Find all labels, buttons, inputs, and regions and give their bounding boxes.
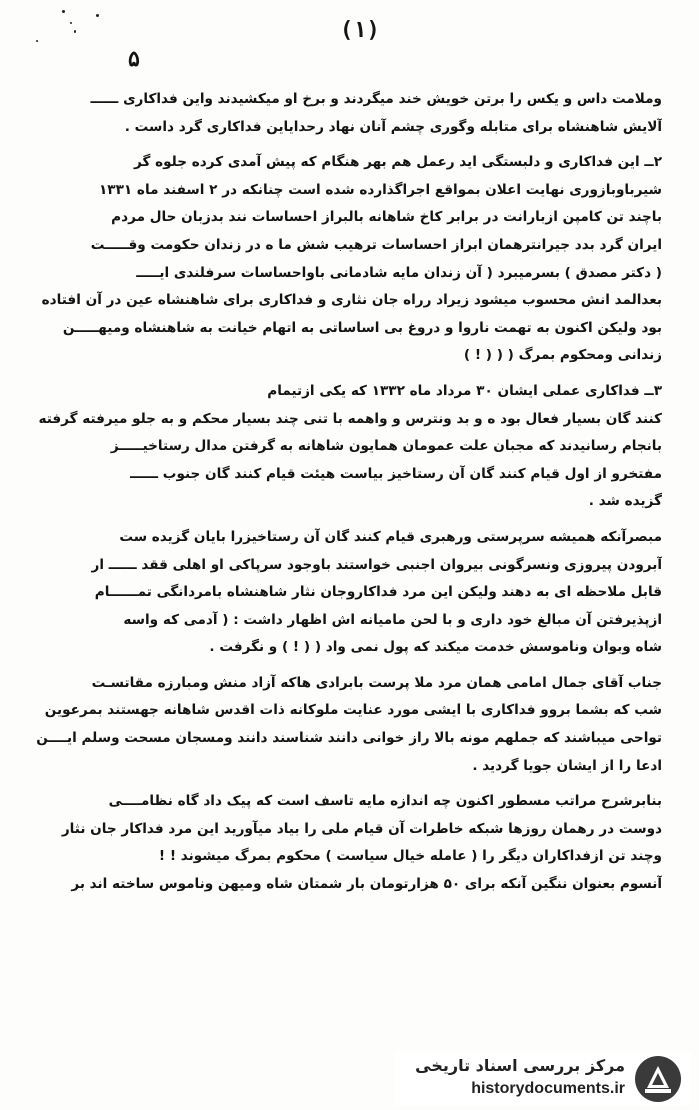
text-line: ازپذیرفتن آن مبالغ خود داری و با لحن مامیانه اش اظهار داشت : ( آدمی که واسه: [123, 611, 662, 628]
paragraph: [34, 524, 662, 662]
text-line: ادعا را از ایشان جویا گردید .: [472, 757, 662, 774]
paragraph: [34, 86, 662, 141]
text-line: ۲ــ این فداکاری و دلبستگی اید رعمل هم بهر هنگام که پیش آمدی کرده جلوه گر: [134, 154, 662, 171]
text-line: آنسوم بعنوان ننگین آنکه برای ۵۰ هزارتومان بار شمتان شاه ومیهن وناموس ساخته اند بر: [71, 876, 662, 893]
watermark-title: مرکز بررسی اسناد تاریخی: [415, 1056, 625, 1075]
ink-speck: [96, 14, 99, 17]
text-line: گزیده شد .: [588, 493, 662, 510]
corner-mark: ۵: [128, 46, 140, 72]
text-line: باچند تن کامپن ازبارانت در برابر کاخ شاهانه بالبراز احساسات نند بدزبان حال مردم: [111, 209, 662, 226]
text-line: وملامت داس و یکس را برتن خویش خند میگردند و برخ او میکشیدند واین فداکاری ــــــ: [90, 91, 662, 107]
paragraph: [34, 149, 662, 370]
text-line: دوست در رهمان روزها شبکه خاطرات آن قیام ملی را بیاد میآورید این مرد فداکار جان نثار: [61, 820, 662, 837]
text-line: بانجام رسانیدند که مجبان علت عمومان همایون شاهانه به گرفتن مدال رستاخیـــــز: [110, 438, 662, 455]
text-line: آلایش شاهنشاه برای متابله وگوری چشم آنان نهاد رحدایاین فداکاری گرد داست .: [124, 118, 662, 135]
ink-speck: [62, 10, 65, 13]
text-line: جناب آقای جمال امامی همان مرد ملا پرست بابرادی هاکه آزاد منش ومبارزه مقاتسـت: [91, 674, 662, 691]
archive-watermark: [395, 1052, 691, 1106]
text-line: قابل ملاحظه ای به دهند ولیکن این مرد فداکاروجان نثار شاهنشاه بامردانگی تمــــــام: [94, 584, 662, 601]
watermark-url: historydocuments.ir: [471, 1080, 625, 1097]
text-line: زندانی ومحکوم بمرگ ( ( ( ! ): [463, 347, 662, 364]
text-line: شیرباوبازوری نهایت اعلان بمواقع اجراگذارده شده است چنانکه در ۲ اسفند ماه ۱۳۳۱: [99, 181, 662, 198]
text-line: مفتخرو از اول قیام کنند گان آن رستاخیز بیاست هیئت قیام کنند گان جنوب ــــــ: [130, 465, 662, 482]
text-line: کنند گان بسیار فعال بود ه و بد ونترس و واهمه با تنی چند بسیار محکم و به جلو میرفته گرفته: [38, 410, 662, 427]
page-number: (۱): [340, 18, 380, 43]
text-line: تواحی میباشند که جملهم مونه بالا راز خوانی دانند شناسند دانند ومسجان مسحت وسلم ایــــن: [36, 730, 662, 747]
text-line: بعدالمد انش محسوب میشود زیراد رراه جان نثاری و فداکاری برای شاهنشاه عین در آن افتاده: [41, 292, 662, 309]
text-line: بود ولیکن اکنون به تهمت ناروا و دروغ بی اساساتی به اتهام خیانت به شاهنشاه ومیهـــــن: [62, 319, 662, 336]
paragraph: [34, 378, 662, 516]
text-line: ایران گرد بدد جیرانترهمان ابراز احساسات ترهیب شش ما ه در زندان حکومت وقـــــت: [90, 236, 662, 253]
text-line: آبرودن پیروزی ونسرگونی بیروان اجنبی خواستند باوجود سرپاکی او اهلی ققد ــــــ ار: [91, 556, 662, 573]
text-line: ( دکتر مصدق ) بسرمیبرد ( آن زندان مایه شادمانی باواحساسات سرفلندی ایـــــ: [136, 264, 662, 281]
text-line: ۳ــ فداکاری عملی ایشان ۳۰ مرداد ماه ۱۳۳۲ که یکی ازتیمام: [267, 382, 662, 399]
ink-speck: [70, 22, 72, 24]
text-line: مبصرآنکه همیشه سرپرستی ورهبری قیام کنند گان آن رستاخیزرا بایان گزیده ست: [119, 528, 662, 545]
paragraph: [34, 670, 662, 780]
text-line: شب که بشما بروو فداکاری با ایشی مورد عنایت ملوکانه ذات اقدس شاهانه جهستند بمرعوین: [44, 702, 662, 719]
document-body: [34, 86, 662, 1054]
text-line: بنابرشرح مراتب مسطور اکنون چه اندازه مایه تاسف است که پیک داد گاه نظامــــی: [108, 793, 662, 810]
ink-speck: [74, 30, 76, 33]
ink-speck: [36, 40, 38, 42]
archive-logo-icon: [633, 1054, 683, 1104]
text-line: وچند تن ازفداکاران دیگر را ( عامله خیال سیاست ) محکوم بمرگ میشوند ! !: [158, 848, 662, 865]
paragraph: [34, 788, 662, 898]
text-line: شاه وبوان وناموسش خدمت میکند که پول نمی واد ( ( ! ) و نگرفت .: [209, 639, 662, 656]
